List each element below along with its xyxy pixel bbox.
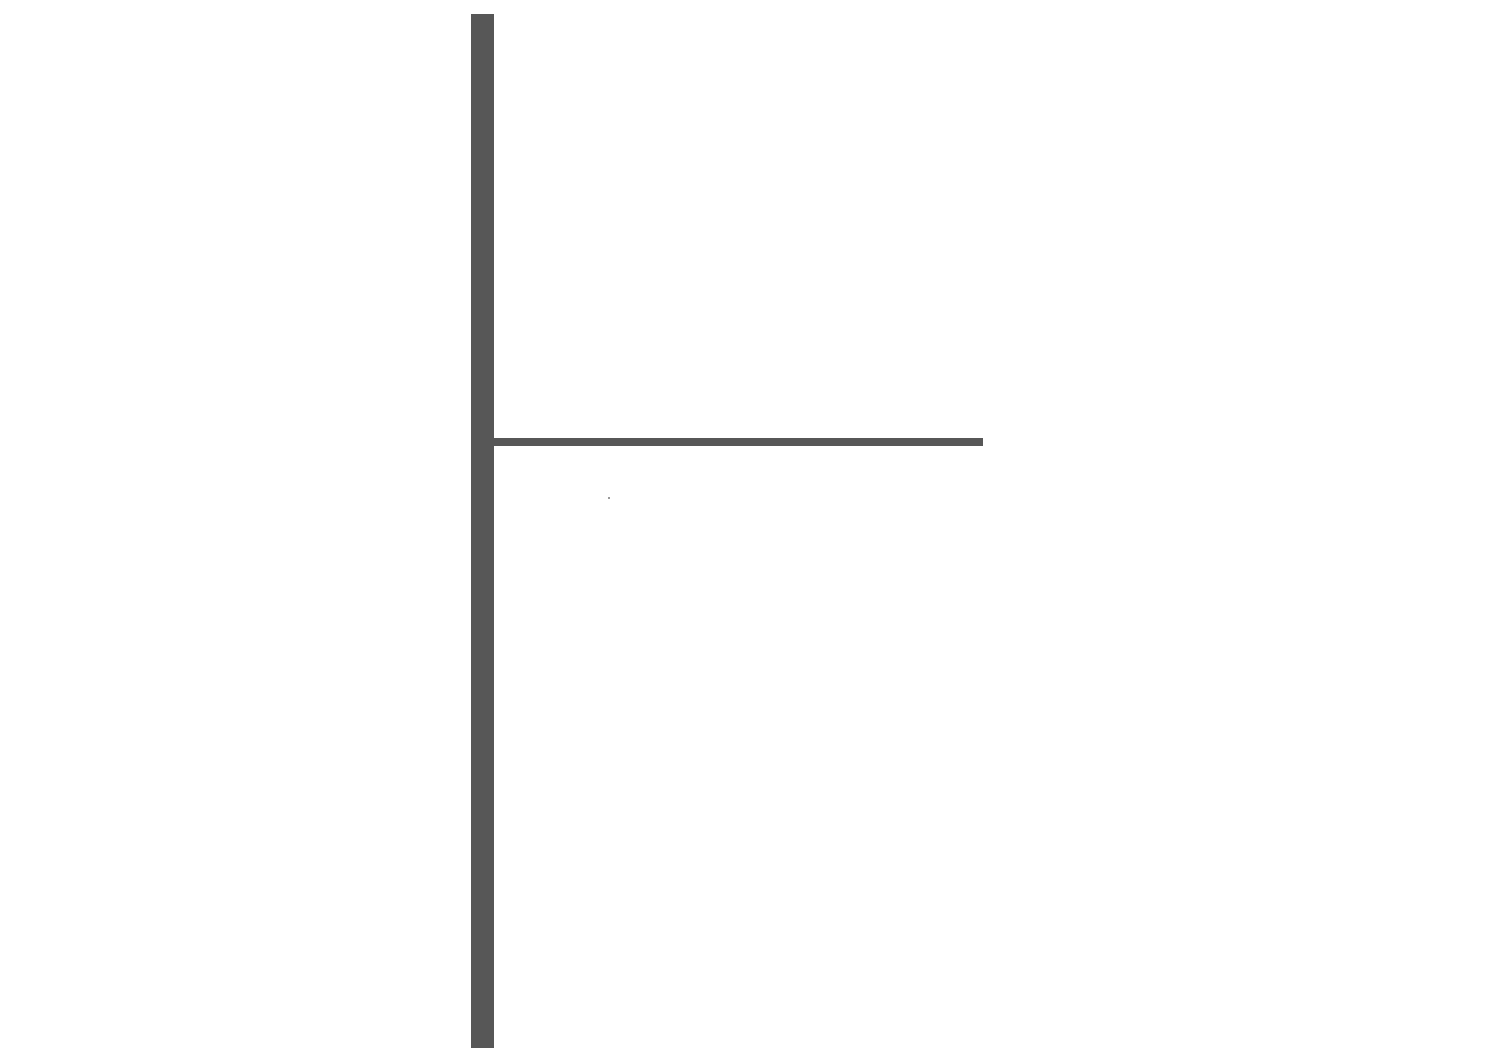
page-divider bbox=[494, 438, 983, 446]
page-gutter-bar bbox=[471, 14, 494, 1048]
scan-speck bbox=[608, 497, 610, 499]
top-page-text bbox=[603, 8, 958, 12]
